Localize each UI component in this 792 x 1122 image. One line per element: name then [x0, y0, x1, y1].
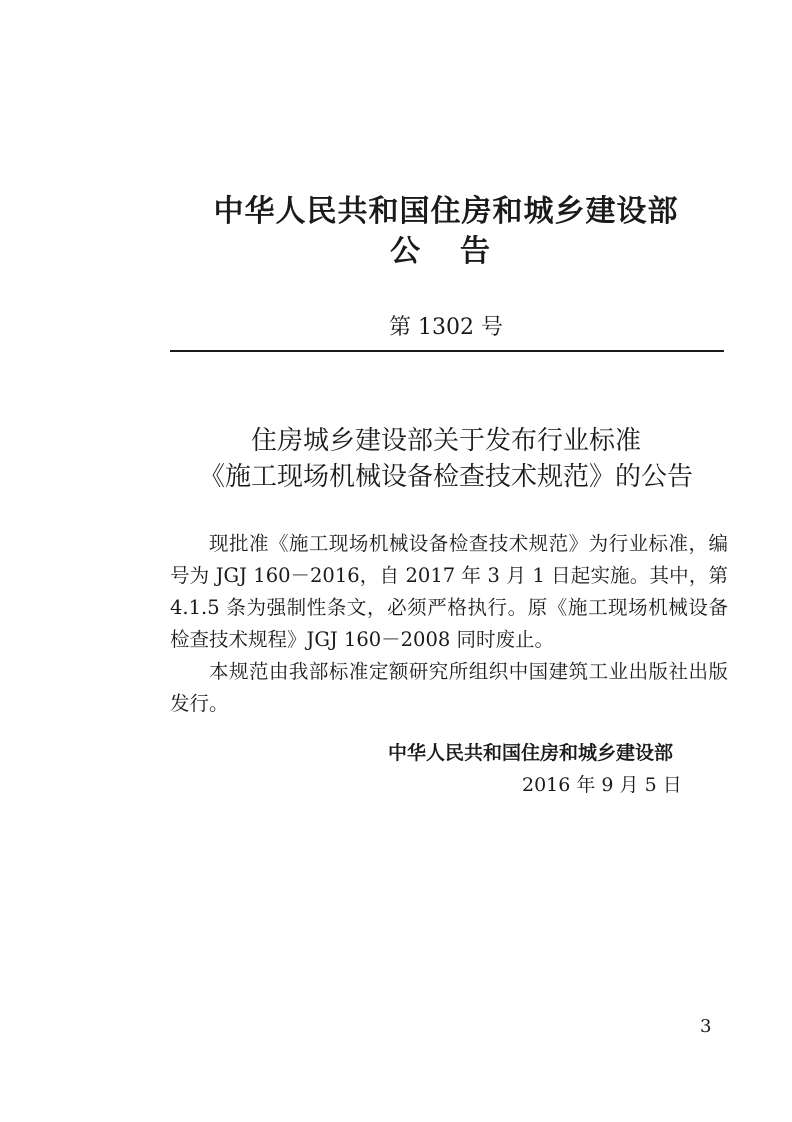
signature-date: 2016 年 9 月 5 日: [522, 774, 682, 796]
signature-organization: 中华人民共和国住房和城乡建设部: [388, 742, 674, 764]
header-divider: [170, 350, 724, 352]
page-number: 3: [700, 1016, 712, 1037]
announcement-title-line-1: 住房城乡建设部关于发布行业标准: [250, 426, 641, 456]
document-number: 第 1302 号: [389, 315, 503, 340]
issuer-heading: 中华人民共和国住房和城乡建设部: [213, 194, 679, 229]
body-paragraph-1: 现批准《施工现场机械设备检查技术规范》为行业标准，编号为 JGJ 160－2016，自 2017 年 3 月 1 日起实施。其中，第 4.1.5 条为强制性条文，必须严格执行。原《施工现场机械设备检查技术规程》JGJ 160－2008 同时废止。: [170, 532, 728, 651]
document-type-heading: 公告: [390, 234, 530, 269]
body-paragraph-2: 本规范由我部标准定额研究所组织中国建筑工业出版社出版发行。: [170, 660, 728, 715]
announcement-body: [170, 528, 728, 720]
announcement-title-line-2: 《施工现场机械设备检查技术规范》的公告: [198, 462, 693, 492]
